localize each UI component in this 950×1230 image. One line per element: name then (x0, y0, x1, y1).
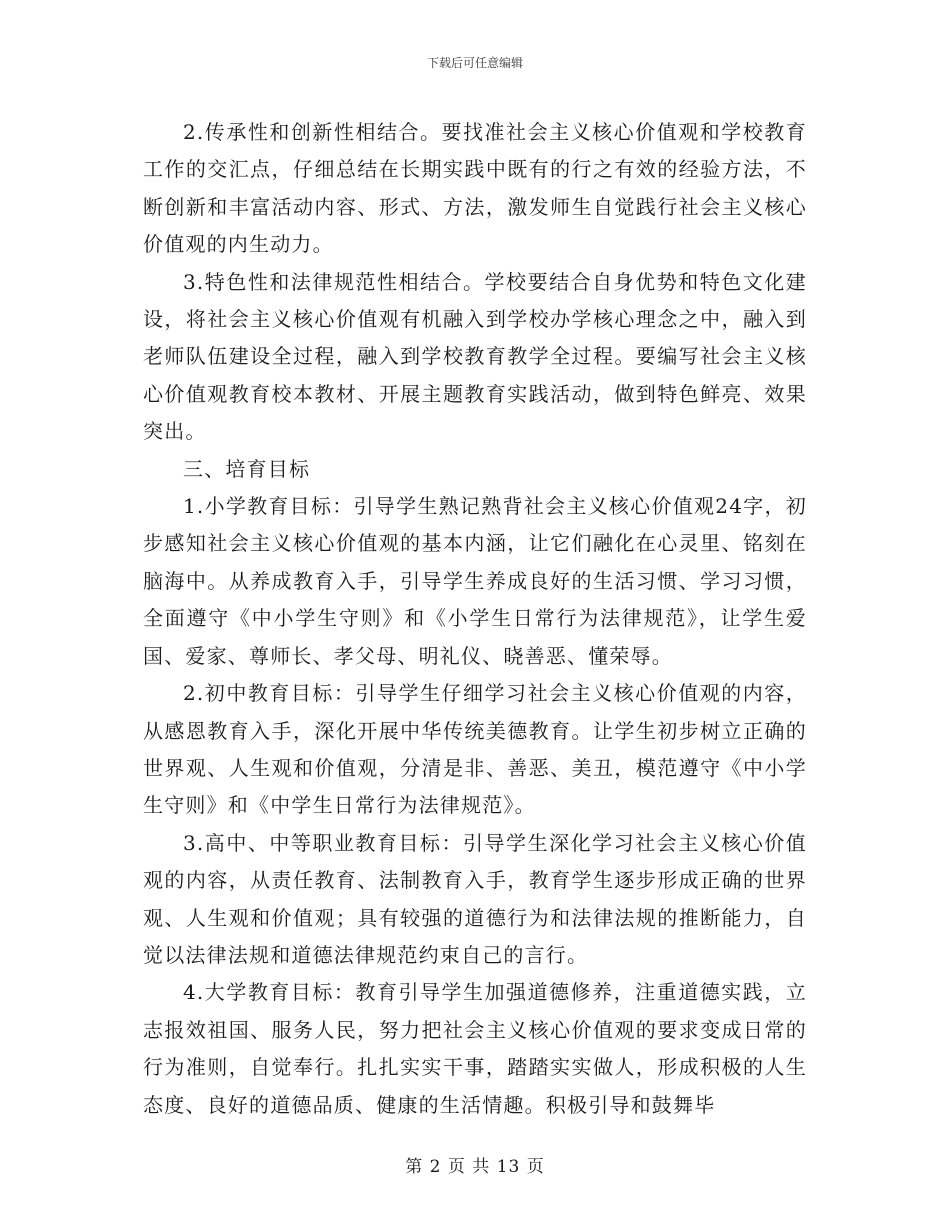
paragraph-senior-high-vocational-goals: 3.高中、中等职业教育目标：引导学生深化学习社会主义核心价值观的内容，从责任教育、法制教育入手，教育学生逐步形成正确的世界观、人生观和价值观；具有较强的道德行为和法律法规的推断能力，自觉以法律法规和道德法律规范约束自己的言行。 (143, 830, 807, 967)
paragraph-inheritance-innovation: 2.传承性和创新性相结合。要找准社会主义核心价值观和学校教育工作的交汇点，仔细总结在长期实践中既有的行之有效的经验方法，不断创新和丰富活动内容、形式、方法，激发师生自觉践行社会主义核心价值观的内生动力。 (143, 120, 807, 257)
paragraph-junior-high-goals: 2.初中教育目标：引导学生仔细学习社会主义核心价值观的内容，从感恩教育入手，深化开展中华传统美德教育。让学生初步树立正确的世界观、人生观和价值观，分清是非、善恶、美丑，模范遵守《中小学生守则》和《中学生日常行为法律规范》。 (143, 681, 807, 818)
paragraph-primary-school-goals: 1.小学教育目标：引导学生熟记熟背社会主义核心价值观24字，初步感知社会主义核心价值观的基本内涵，让它们融化在心灵里、铭刻在脑海中。从养成教育入手，引导学生养成良好的生活习惯、学习习惯，全面遵守《中小学生守则》和《小学生日常行为法律规范》，让学生爱国、爱家、尊师长、孝父母、明礼仪、晓善恶、懂荣辱。 (143, 494, 807, 668)
section-heading-goals: 三、培育目标 (183, 456, 311, 481)
page-header-note: 下载后可任意编辑 (426, 56, 523, 70)
paragraph-university-goals: 4.大学教育目标：教育引导学生加强道德修养，注重道德实践，立志报效祖国、服务人民，努力把社会主义核心价值观的要求变成日常的行为准则，自觉奉行。扎扎实实干事，踏踏实实做人，形成积极的人生态度、良好的道德品质、健康的生活情趣。积极引导和鼓舞毕 (143, 980, 807, 1117)
document-body (143, 114, 807, 1124)
paragraph-characteristic-norms: 3.特色性和法律规范性相结合。学校要结合自身优势和特色文化建设，将社会主义核心价值观有机融入到学校办学核心理念之中，融入到老师队伍建设全过程，融入到学校教育教学全过程。要编写社会主义核心价值观教育校本教材、开展主题教育实践活动，做到特色鲜亮、效果突出。 (143, 269, 807, 444)
page-number: 第 2 页 共 13 页 (405, 1157, 545, 1177)
